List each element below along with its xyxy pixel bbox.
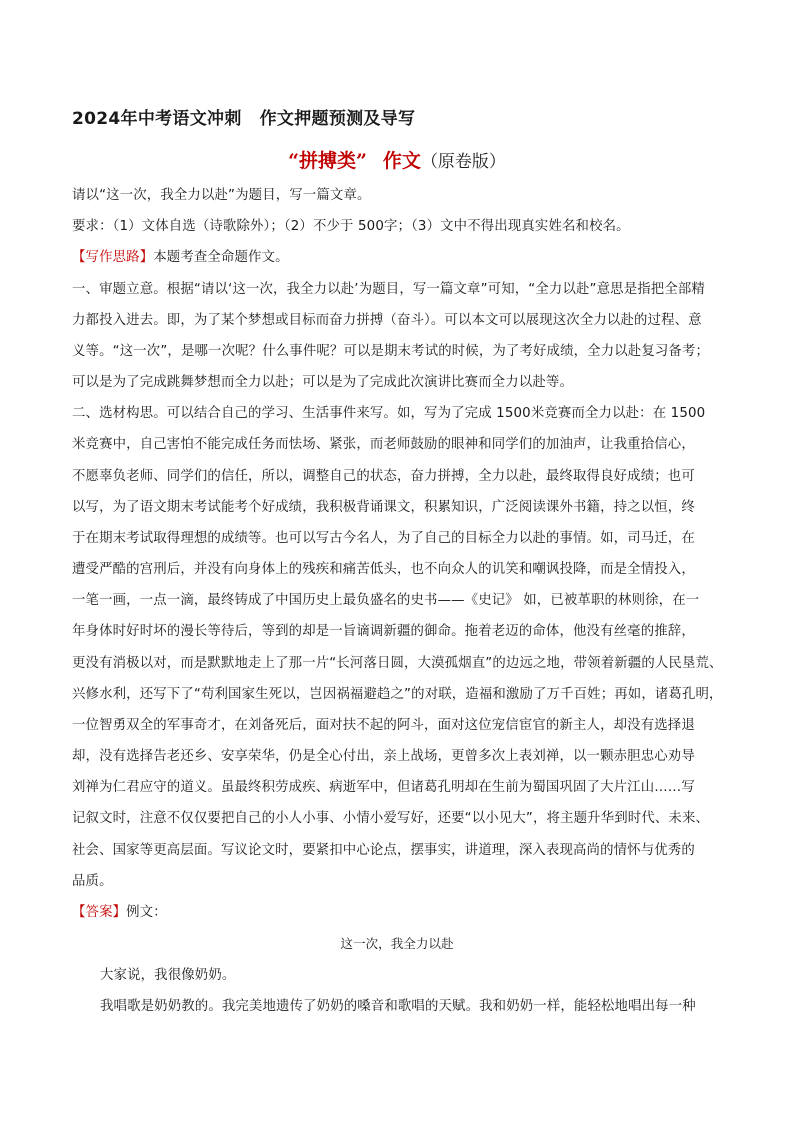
analysis-line: 义等。“这一次”，是哪一次呢？什么事件呢？可以是期末考试的时候，为了考好成绩，全力以赴复习备考； — [72, 344, 710, 359]
essay-paragraph: 大家说，我很像奶奶。 — [100, 968, 236, 983]
analysis-line: 不愿辜负老师、同学们的信任，所以，调整自己的状态，奋力拼搏，全力以赴，最终取得良好成绩；也可 — [72, 469, 695, 484]
analysis-line: 一笔一画，一点一滴，最终铸成了中国历史上最负盛名的史书——《史记》 如，已被革职的林则徐，在一 — [72, 593, 700, 608]
analysis-tag: 【写作思路】 — [72, 250, 154, 265]
analysis-line: 以写，为了语文期末考试能考个好成绩，我积极背诵课文，积累知识，广泛阅读课外书籍，持之以恒，终 — [72, 500, 695, 515]
analysis-line: 记叙文时，注意不仅仅要把自己的小人小事、小情小爱写好，还要“以小见大”，将主题升华到时代、未来、 — [72, 811, 710, 826]
analysis-line: 刘禅为仁君应守的道义。虽最终积劳成疾、病逝军中，但诸葛孔明却在生前为蜀国巩固了大片江山……写 — [72, 780, 695, 795]
analysis-line: 一、审题立意。根据“请以‘这一次，我全力以赴’为题目，写一篇文章”可知，“全力以赴”意思是指把全部精 — [72, 282, 705, 297]
answer-tag-text: 例文： — [126, 905, 167, 920]
essay-paragraph: 我唱歌是奶奶教的。我完美地遗传了奶奶的嗓音和歌唱的天赋。我和奶奶一样，能轻松地唱出每一种 — [100, 999, 696, 1014]
sub-title-category: “拼搏类” — [288, 150, 367, 172]
sub-title-essay: 作文 — [382, 150, 421, 172]
prompt-line-1: 请以“这一次，我全力以赴”为题目，写一篇文章。 — [72, 188, 371, 203]
analysis-line: 可以是为了完成跳舞梦想而全力以赴；可以是为了完成此次演讲比赛而全力以赴等。 — [72, 375, 574, 390]
answer-tag: 【答案】 — [72, 905, 127, 920]
analysis-line: 米竞赛中，自己害怕不能完成任务而怯场、紧张，而老师鼓励的眼神和同学们的加油声，让我重拾信心， — [72, 437, 695, 452]
answer-heading — [72, 904, 167, 922]
main-title-part-a: 2024年中考语文冲刺 — [72, 109, 242, 129]
analysis-line: 二、选材构思。可以结合自己的学习、生活事件来写。如，写为了完成 1500米竞赛而全力以赴：在 1500 — [72, 406, 706, 421]
sub-title — [0, 146, 794, 173]
analysis-heading — [72, 249, 289, 267]
analysis-line: 年身体时好时坏的漫长等待后，等到的却是一旨谪调新疆的御命。拖着老迈的命体，他没有丝毫的推辞， — [72, 624, 695, 639]
sub-title-edition: （原卷版） — [420, 152, 506, 172]
analysis-line: 社会、国家等更高层面。写议论文时，要紧扣中心论点，摆事实，讲道理，深入表现高尚的情怀与优秀的 — [72, 843, 695, 858]
analysis-line: 遭受严酷的宫刑后，并没有向身体上的残疾和痛苦低头，也不向众人的讥笑和嘲讽投降，而是全情投入， — [72, 562, 695, 577]
prompt-line-2: 要求：（1）文体自选（诗歌除外）；（2）不少于 500字；（3）文中不得出现真实姓名和校名。 — [72, 219, 630, 234]
analysis-line: 品质。 — [72, 874, 113, 889]
analysis-line: 却，没有选择告老还乡、安享荣华，仍是全心付出，亲上战场，更曾多次上表刘禅，以一颗赤胆忠心劝导 — [72, 749, 695, 764]
analysis-line: 于在期末考试取得理想的成绩等。也可以写古今名人，为了自己的目标全力以赴的事情。如，司马迁，在 — [72, 531, 695, 546]
main-title-part-b: 作文押题预测及导写 — [259, 109, 416, 129]
essay-title: 这一次，我全力以赴 — [340, 936, 454, 951]
analysis-line: 更没有消极以对，而是默默地走上了那一片“长河落日圆，大漠孤烟直”的边远之地，带领着新疆的人民垦荒、 — [72, 656, 723, 671]
analysis-line: 兴修水利，还写下了“苟利国家生死以，岂因祸福避趋之”的对联，造福和激励了万千百姓；再如，诸葛孔明， — [72, 687, 723, 702]
analysis-line: 力都投入进去。即，为了某个梦想或目标而奋力拼搏（奋斗）。可以本文可以展现这次全力以赴的过程、意 — [72, 313, 702, 328]
analysis-tag-text: 本题考查全命题作文。 — [153, 250, 289, 265]
analysis-line: 一位智勇双全的军事奇才，在刘备死后，面对扶不起的阿斗，面对这位宠信宦官的新主人，却没有选择退 — [72, 718, 695, 733]
main-title — [72, 104, 415, 129]
